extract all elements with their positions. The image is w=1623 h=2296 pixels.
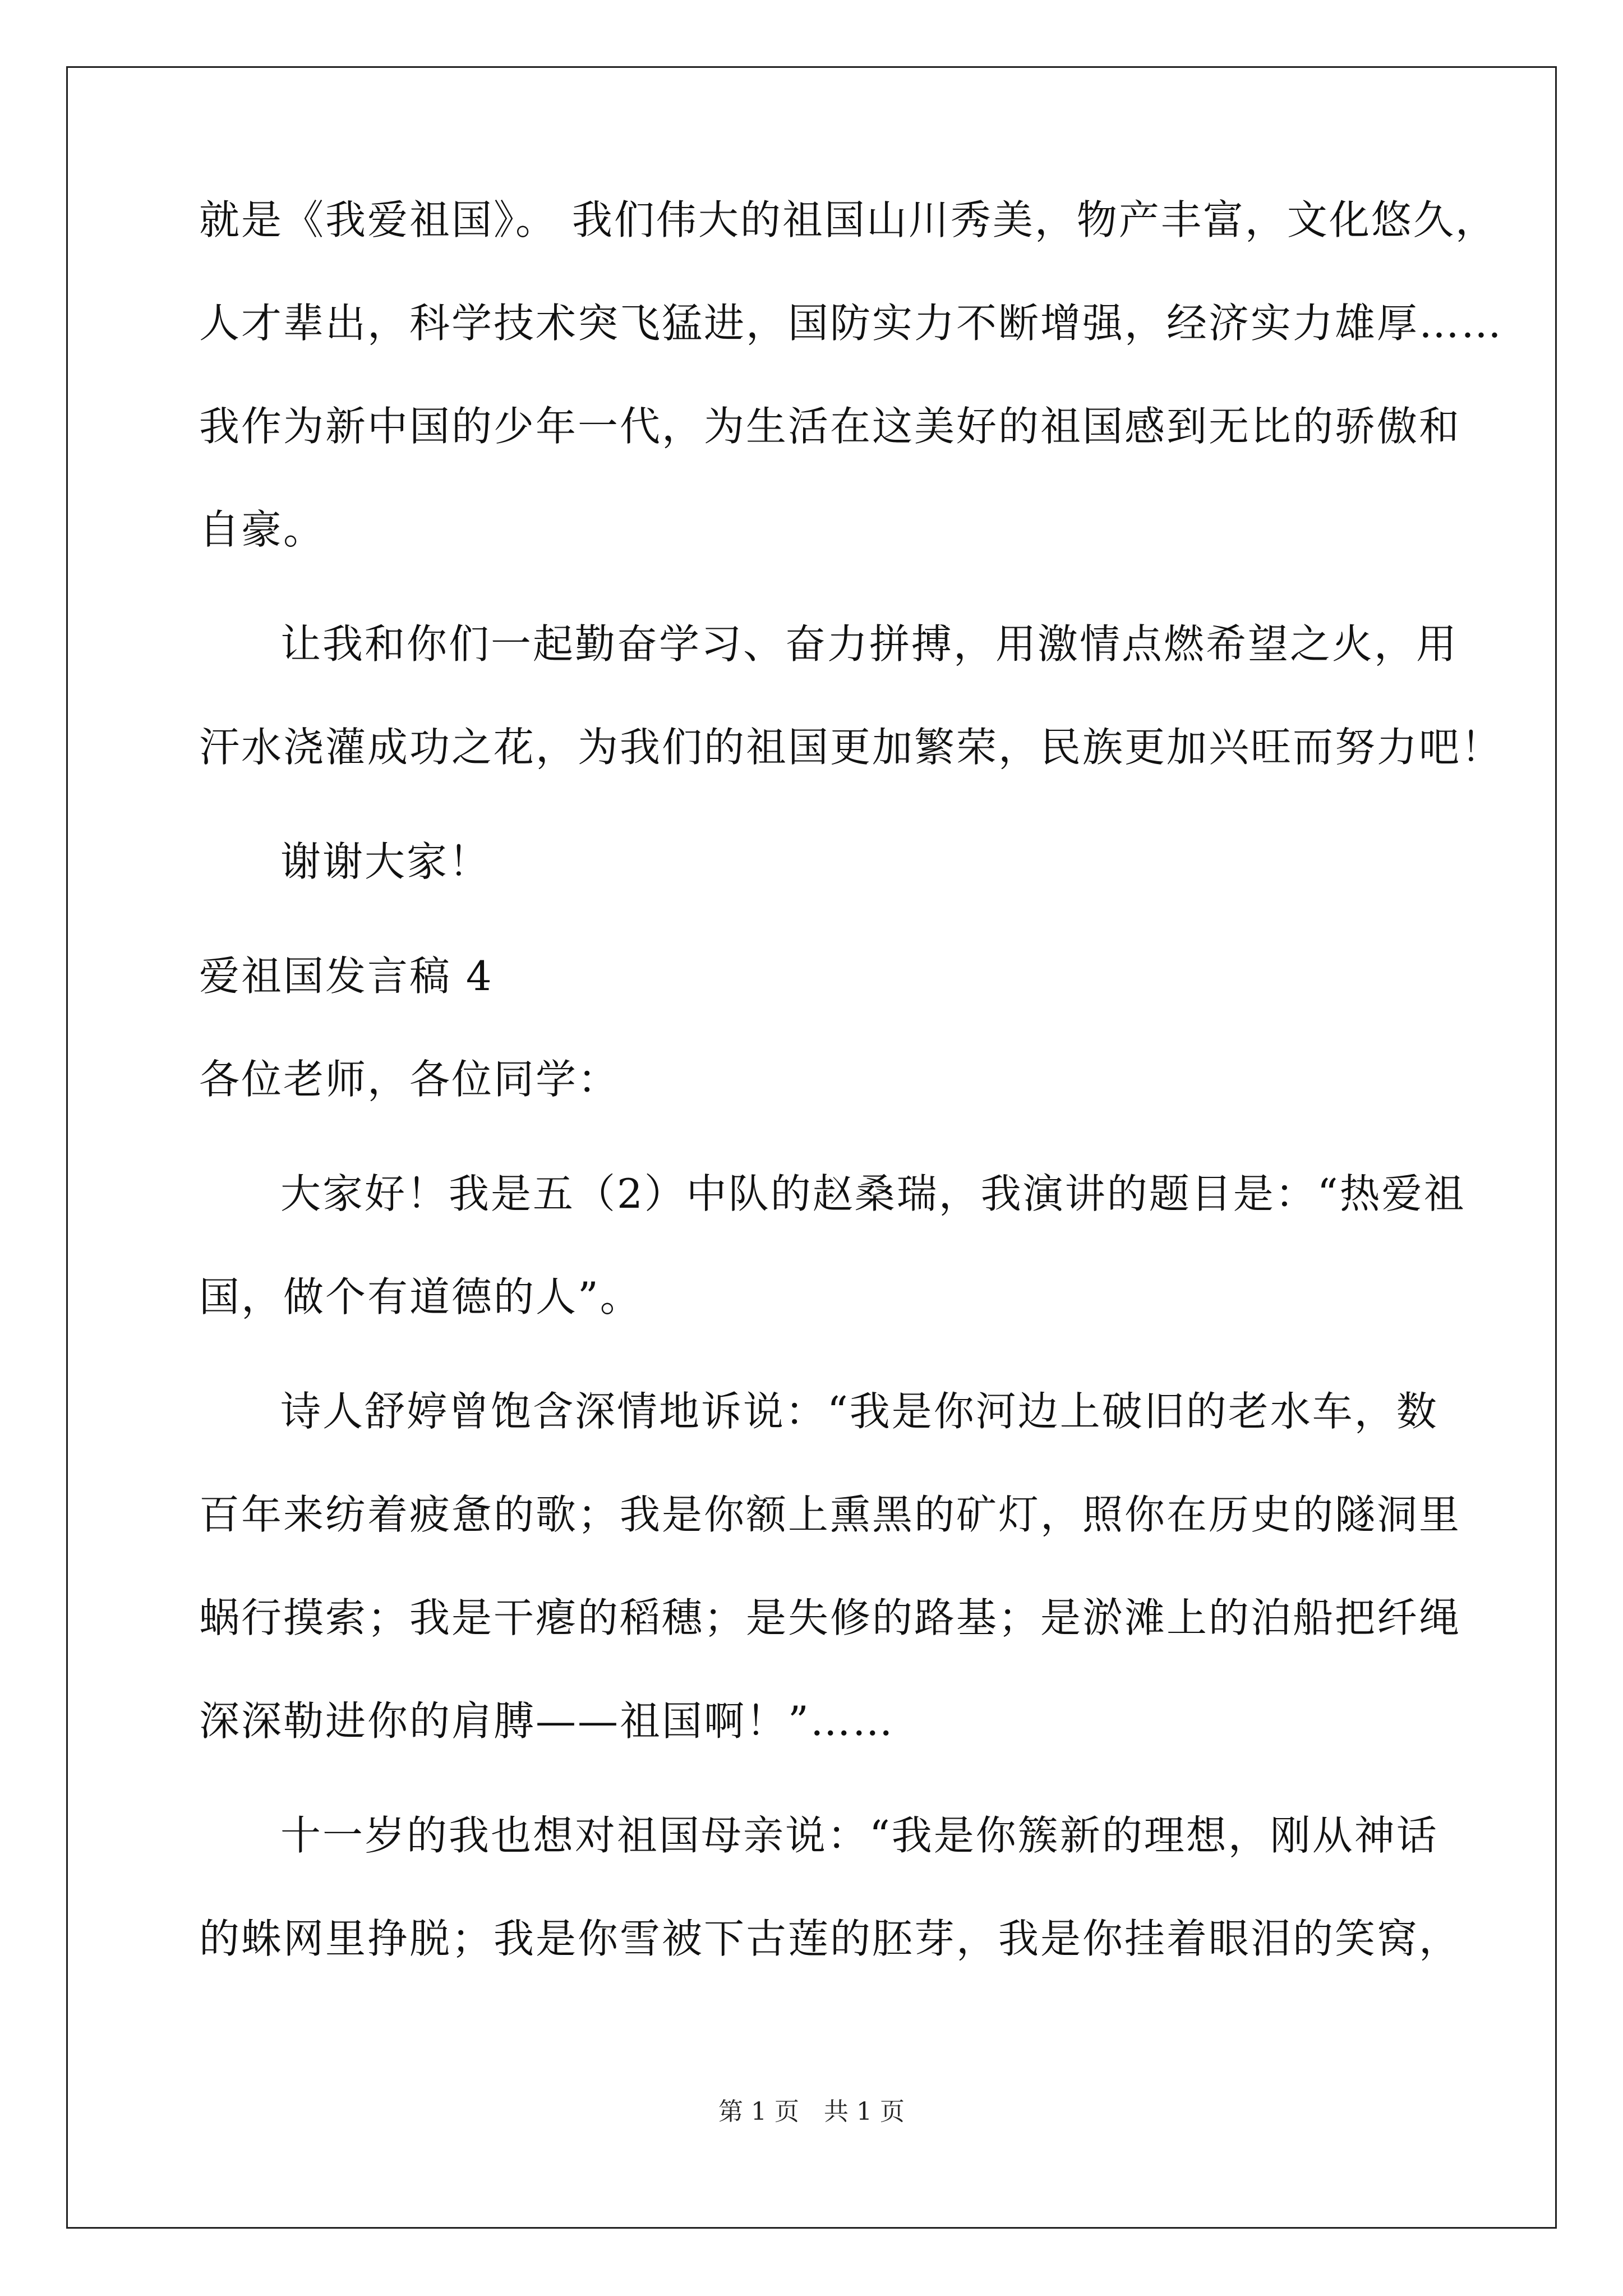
text-line: 我作为新中国的少年一代，为生活在这美好的祖国感到无比的骄傲和 xyxy=(199,403,1461,450)
text-line: 让我和你们一起勤奋学习、奋力拼搏，用激情点燃希望之火，用 xyxy=(280,620,1459,668)
salutation: 各位老师，各位同学： xyxy=(199,1056,620,1103)
text-line: 百年来纺着疲惫的歌；我是你额上熏黑的矿灯，照你在历史的隧洞里 xyxy=(199,1491,1461,1538)
text-line: 十一岁的我也想对祖国母亲说：“我是你簇新的理想，刚从神话 xyxy=(280,1812,1438,1859)
section-heading: 爱祖国发言稿 4 xyxy=(199,953,494,1000)
text-line: 就是《我爱祖国》。 我们伟大的祖国山川秀美，物产丰富，文化悠久， xyxy=(199,196,1497,243)
page-frame xyxy=(66,66,1557,2229)
text-line: 蜗行摸索；我是干瘪的稻穗；是失修的路基；是淤滩上的泊船把纤绳 xyxy=(199,1594,1461,1641)
text-line: 大家好！我是五（2）中队的赵桑瑞，我演讲的题目是：“热爱祖 xyxy=(280,1170,1466,1217)
page-number: 第 1 页 共 1 页 xyxy=(718,2097,905,2126)
text-line: 诗人舒婷曾饱含深情地诉说：“我是你河边上破旧的老水车，数 xyxy=(280,1388,1438,1435)
text-line: 的蛛网里挣脱；我是你雪被下古莲的胚芽，我是你挂着眼泪的笑窝， xyxy=(199,1915,1461,1962)
text-line: 汗水浇灌成功之花，为我们的祖国更加繁荣，民族更加兴旺而努力吧！ xyxy=(199,724,1504,771)
text-line: 人才辈出，科学技术突飞猛进，国防实力不断增强，经济实力雄厚…… xyxy=(199,300,1504,347)
text-line: 国，做个有道德的人”。 xyxy=(199,1273,642,1320)
text-line: 谢谢大家！ xyxy=(280,838,491,885)
text-line: 深深勒进你的肩膊——祖国啊！”…… xyxy=(199,1697,895,1745)
text-line: 自豪。 xyxy=(199,506,326,553)
